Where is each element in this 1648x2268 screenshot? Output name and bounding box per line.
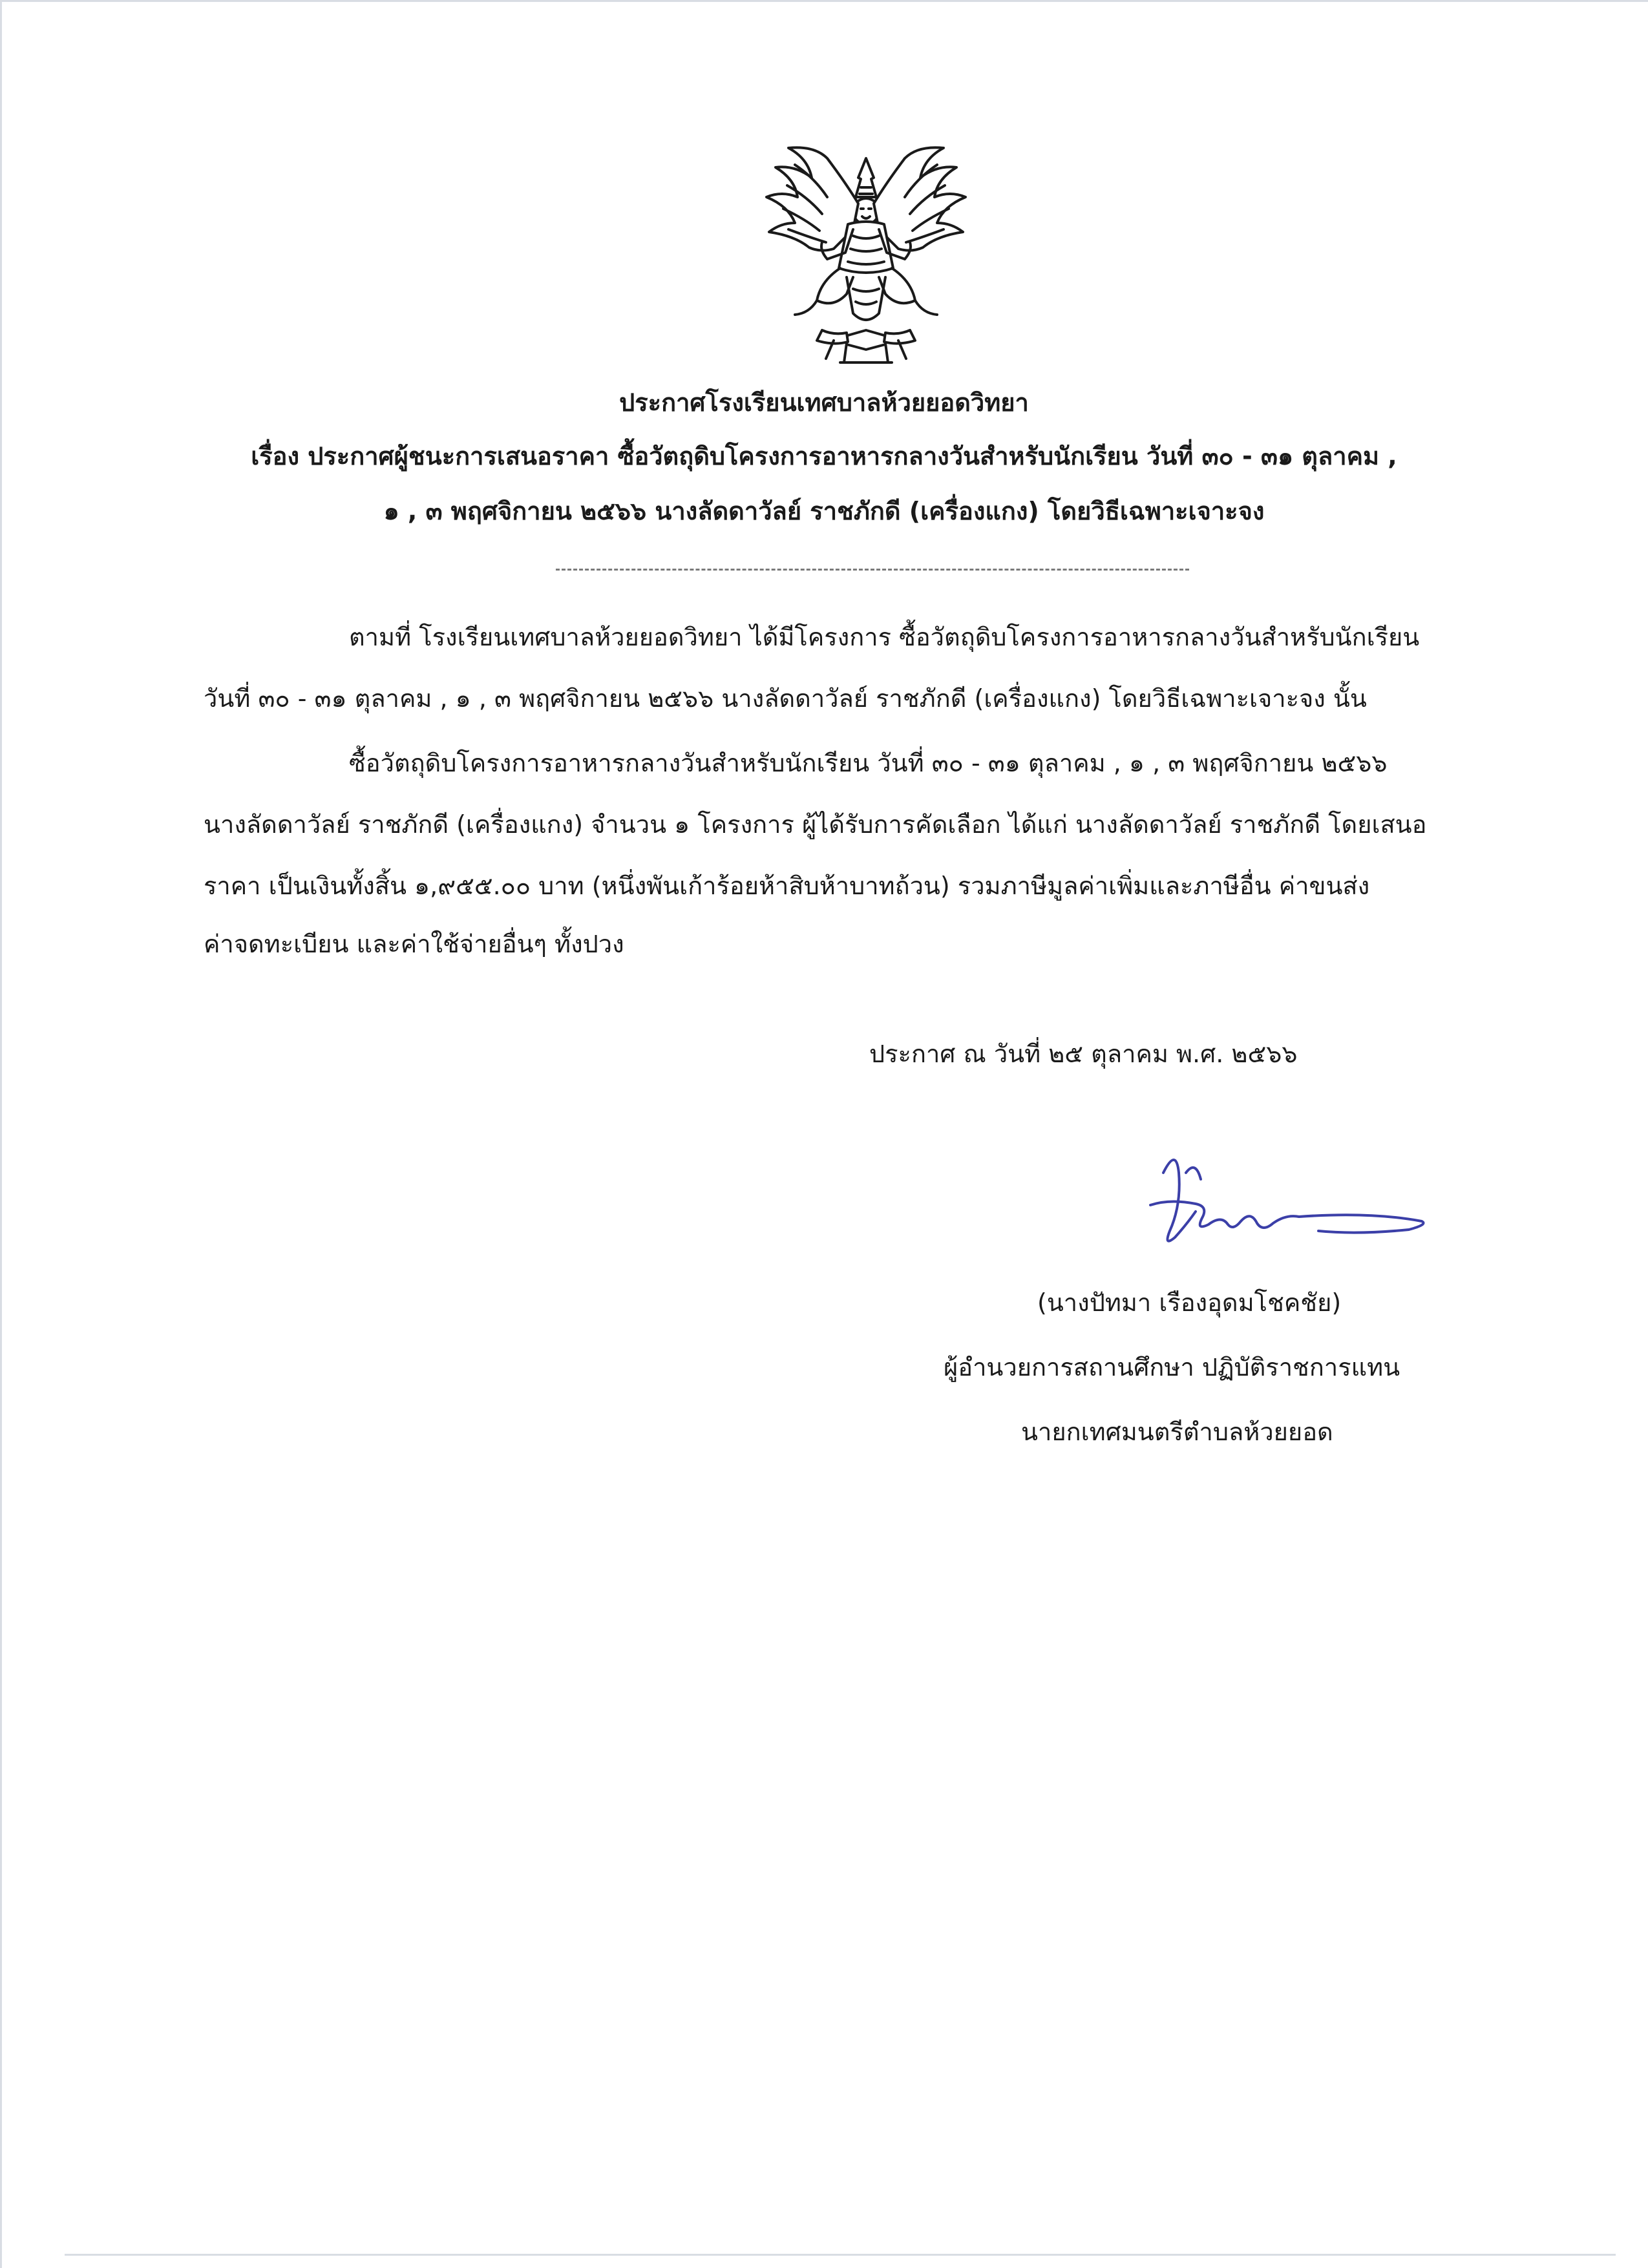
top-border-line (0, 0, 1648, 2)
subject-line-2: ๑ , ๓ พฤศจิกายน ๒๕๖๖ นางลัดดาวัลย์ ราชภักดี (เครื่องแกง) โดยวิธีเฉพาะเจาะจง (383, 497, 1265, 525)
body-paragraph2-line4: ค่าจดทะเบียน และค่าใช้จ่ายอื่นๆ ทั้งปวง (204, 930, 624, 958)
body-paragraph2-line3: ราคา เป็นเงินทั้งสิ้น ๑,๙๕๕.๐๐ บาท (หนึ่งพันเก้าร้อยห้าสิบห้าบาทถ้วน) รวมภาษีมูลค่าเพิ่มและภาษีอื่น ค่าขนส่ง (204, 872, 1370, 900)
body-paragraph2-line1: ซื้อวัตถุดิบโครงการอาหารกลางวันสำหรับนักเรียน วันที่ ๓๐ - ๓๑ ตุลาคม , ๑ , ๓ พฤศจิกายน ๒๕๖๖ (349, 749, 1388, 777)
left-border-line (0, 0, 2, 2268)
handwritten-signature-icon (1125, 1134, 1435, 1263)
body-paragraph1-line1: ตามที่ โรงเรียนเทศบาลห้วยยอดวิทยา ได้มีโครงการ ซื้อวัตถุดิบโครงการอาหารกลางวันสำหรับนักเรียน (349, 623, 1420, 651)
signer-position-1: ผู้อำนวยการสถานศึกษา ปฏิบัติราชการแทน (944, 1353, 1400, 1381)
body-paragraph2-line2: นางลัดดาวัลย์ ราชภักดี (เครื่องแกง) จำนวน ๑ โครงการ ผู้ได้รับการคัดเลือก ได้แก่ นางลัดดาวัลย์ ราชภักดี โดยเสนอ (204, 810, 1427, 839)
separator-line (556, 569, 1189, 571)
bottom-border-line (65, 2254, 1616, 2256)
announcement-date: ประกาศ ณ วันที่ ๒๕ ตุลาคม พ.ศ. ๒๕๖๖ (869, 1040, 1298, 1068)
signer-position-2: นายกเทศมนตรีตำบลห้วยยอด (1021, 1418, 1333, 1446)
subject-line-1: เรื่อง ประกาศผู้ชนะการเสนอราคา ซื้อวัตถุดิบโครงการอาหารกลางวันสำหรับนักเรียน วันที่ ๓๐ - ๓๑ ตุลาคม , (251, 442, 1397, 470)
signer-name: (นางปัทมา เรืองอุดมโชคชัย) (1037, 1288, 1342, 1317)
garuda-emblem-icon (750, 139, 982, 372)
body-paragraph1-line2: วันที่ ๓๐ - ๓๑ ตุลาคม , ๑ , ๓ พฤศจิกายน ๒๕๖๖ นางลัดดาวัลย์ ราชภักดี (เครื่องแกง) โดยวิธีเฉพาะเจาะจง นั้น (204, 684, 1367, 713)
document-title: ประกาศโรงเรียนเทศบาลห้วยยอดวิทยา (619, 388, 1029, 417)
